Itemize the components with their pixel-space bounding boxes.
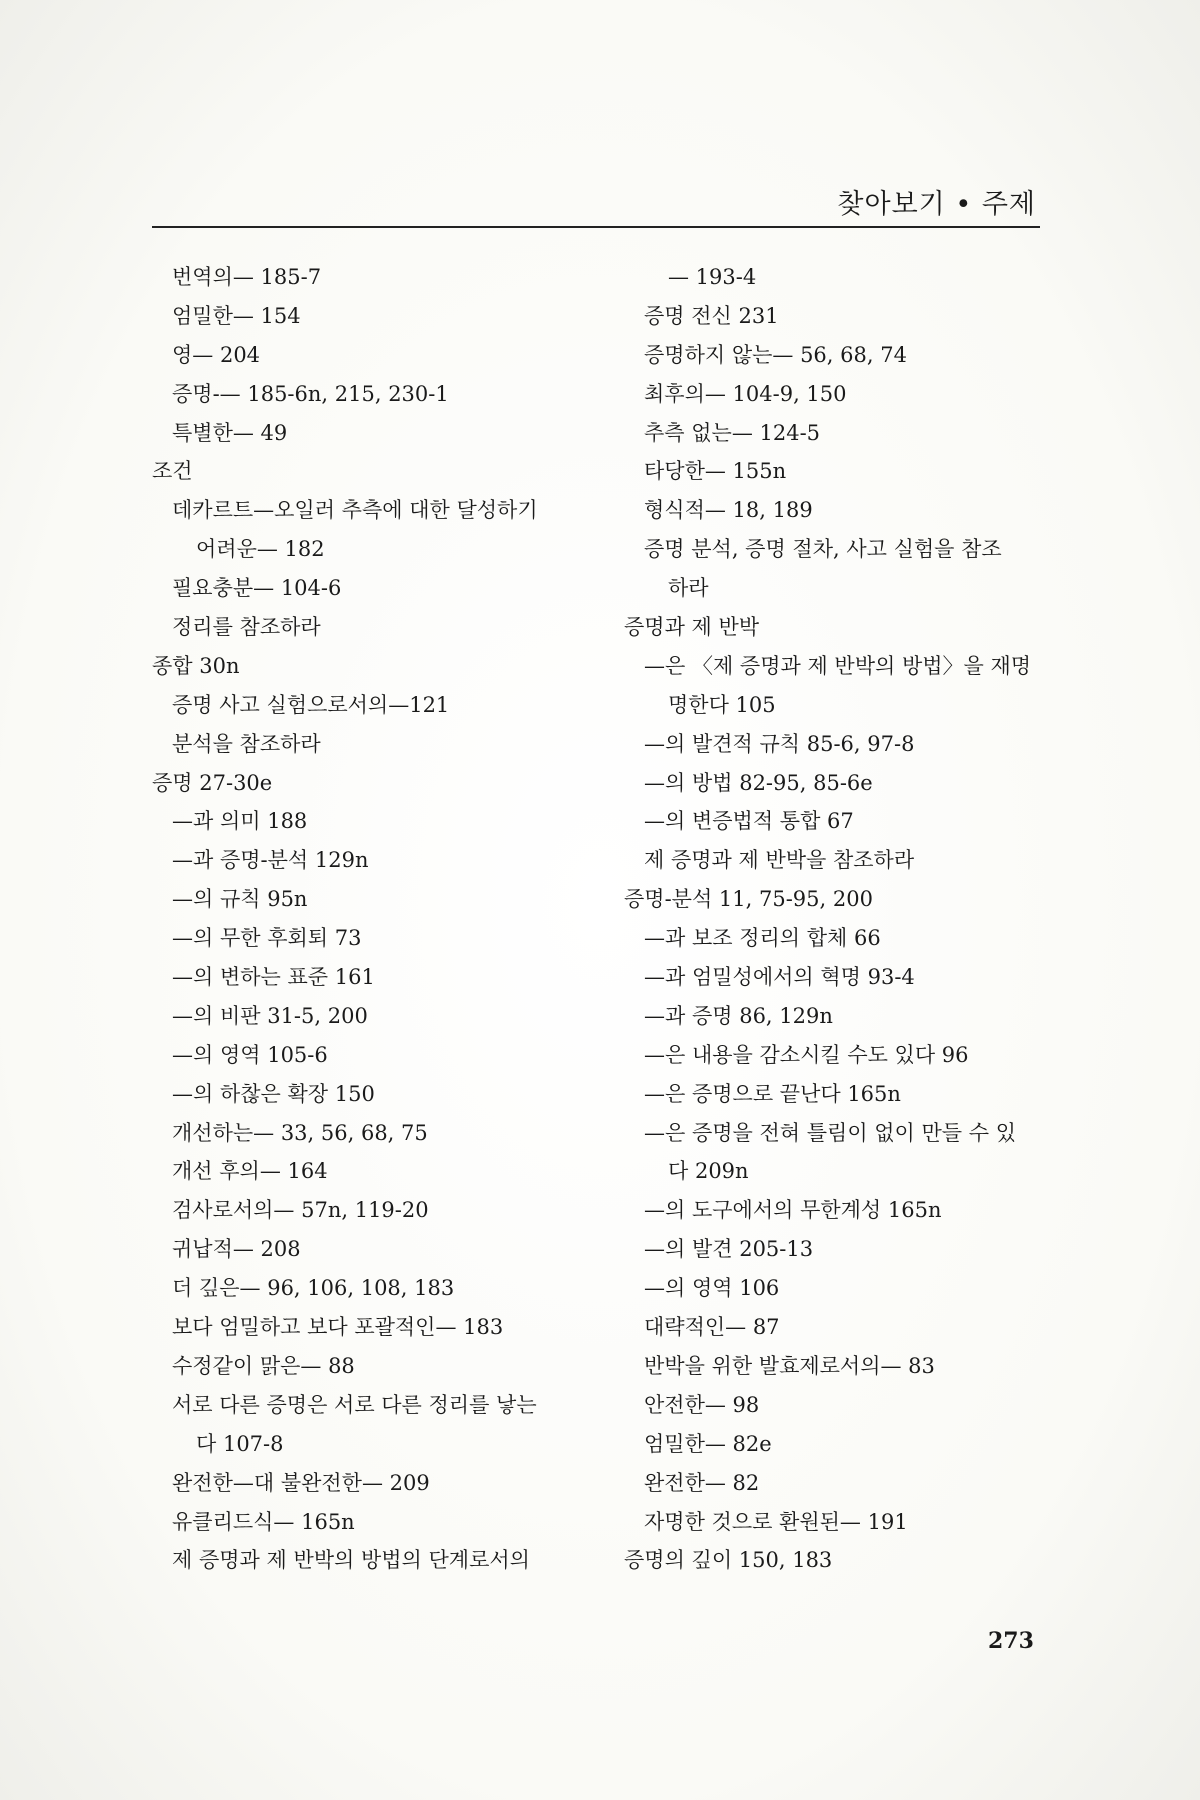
index-entry: 명한다 105 [668,692,776,717]
index-entry: 제 증명과 제 반박을 참조하라 [644,848,915,873]
index-entry: 번역의— 185-7 [172,265,322,289]
index-entry: 증명과 제 반박 [624,615,760,640]
index-entry: 반박을 위한 발효제로서의— 83 [644,1353,935,1378]
index-entry: 증명 전신 231 [644,303,779,328]
index-entry: 추측 없는— 124-5 [644,420,821,445]
index-entry: —의 하찮은 확장 150 [172,1081,375,1106]
index-entry: —과 보조 정리의 합체 66 [644,926,881,951]
index-entry: 데카르트—오일러 추측에 대한 달성하기 [172,498,538,523]
index-entry: 엄밀한— 82e [644,1431,772,1456]
index-entry: —의 무한 후회퇴 73 [172,926,362,951]
index-entry: 서로 다른 증명은 서로 다른 정리를 낳는 [172,1392,537,1417]
index-entry: 증명 분석, 증명 절차, 사고 실험을 참조 [644,537,1002,562]
index-entry: 대략적인— 87 [644,1315,780,1340]
index-entry: 영— 204 [172,342,261,367]
index-entry: 하라 [668,576,709,601]
index-entry: 종합 30n [152,653,240,678]
index-entry: 개선하는— 33, 56, 68, 75 [172,1120,428,1145]
index-entry: —의 비판 31-5, 200 [172,1003,368,1028]
index-entry: 최후의— 104-9, 150 [644,381,847,406]
index-entry: 안전한— 98 [644,1392,760,1417]
index-column-right [624,258,1054,1580]
index-entry: 유클리드식— 165n [172,1509,355,1534]
index-entry: —과 엄밀성에서의 혁명 93-4 [644,965,915,990]
index-entry: 다 209n [668,1159,749,1184]
index-entry: 어려운— 182 [196,537,325,562]
index-entry: —과 증명-분석 129n [172,848,369,873]
index-entry: —은 증명으로 끝난다 165n [644,1081,901,1106]
index-entry: 분석을 참조하라 [172,731,321,756]
index-entry: 완전한— 82 [644,1470,760,1495]
index-entry: 자명한 것으로 환원된— 191 [644,1509,908,1534]
index-entry: 특별한— 49 [172,420,288,445]
index-entry: 보다 엄밀하고 보다 포괄적인— 183 [172,1315,504,1340]
index-entry: —은 증명을 전혀 틀림이 없이 만들 수 있 [644,1120,1017,1145]
index-entry: 증명 사고 실험으로서의—121 [172,692,450,717]
index-entry: 개선 후의— 164 [172,1159,328,1184]
index-entry: —은 내용을 감소시킬 수도 있다 96 [644,1042,969,1067]
index-entry: 증명 27-30e [152,770,273,795]
index-entry: 증명-— 185-6n, 215, 230-1 [172,381,449,406]
index-entry: —의 발견 205-13 [644,1237,814,1262]
index-entry: 증명하지 않는— 56, 68, 74 [644,342,907,367]
index-entry: 조건 [152,459,193,484]
page-number: 273 [988,1628,1034,1654]
index-entry: —과 의미 188 [172,809,308,834]
running-header [152,182,1040,228]
index-entry: 타당한— 155n [644,459,787,484]
index-entry: —의 변하는 표준 161 [172,965,375,990]
index-entry: 귀납적— 208 [172,1237,301,1262]
index-entry: —의 도구에서의 무한계성 165n [644,1198,942,1223]
index-entry: 형식적— 18, 189 [644,498,813,523]
index-entry: 증명-분석 11, 75-95, 200 [624,887,873,912]
index-entry: —의 영역 106 [644,1276,780,1301]
index-entry: —의 방법 82-95, 85-6e [644,770,873,795]
index-entry: 엄밀한— 154 [172,303,301,328]
index-entry: —의 규칙 95n [172,887,308,912]
index-column-left [152,258,582,1580]
index-entry: 다 107-8 [196,1431,284,1456]
index-entry: —과 증명 86, 129n [644,1003,833,1028]
index-entry: 필요충분— 104-6 [172,576,342,601]
index-entry: 완전한—대 불완전한— 209 [172,1470,430,1495]
index-entry: —은 〈제 증명과 제 반박의 방법〉을 재명 [644,653,1032,678]
index-entry: —의 변증법적 통합 67 [644,809,854,834]
index-entry: —의 영역 105-6 [172,1042,328,1067]
index-entry: —의 발견적 규칙 85-6, 97-8 [644,731,915,756]
index-entry: 정리를 참조하라 [172,615,321,640]
index-entry: — 193-4 [668,265,757,289]
index-entry: 더 깊은— 96, 106, 108, 183 [172,1276,455,1301]
index-entry: 수정같이 맑은— 88 [172,1353,355,1378]
index-entry: 증명의 깊이 150, 183 [624,1548,833,1573]
index-entry: 검사로서의— 57n, 119-20 [172,1198,429,1223]
header-title: 찾아보기 • 주제 [837,189,1036,220]
index-entry: 제 증명과 제 반박의 방법의 단계로서의 [172,1548,530,1573]
